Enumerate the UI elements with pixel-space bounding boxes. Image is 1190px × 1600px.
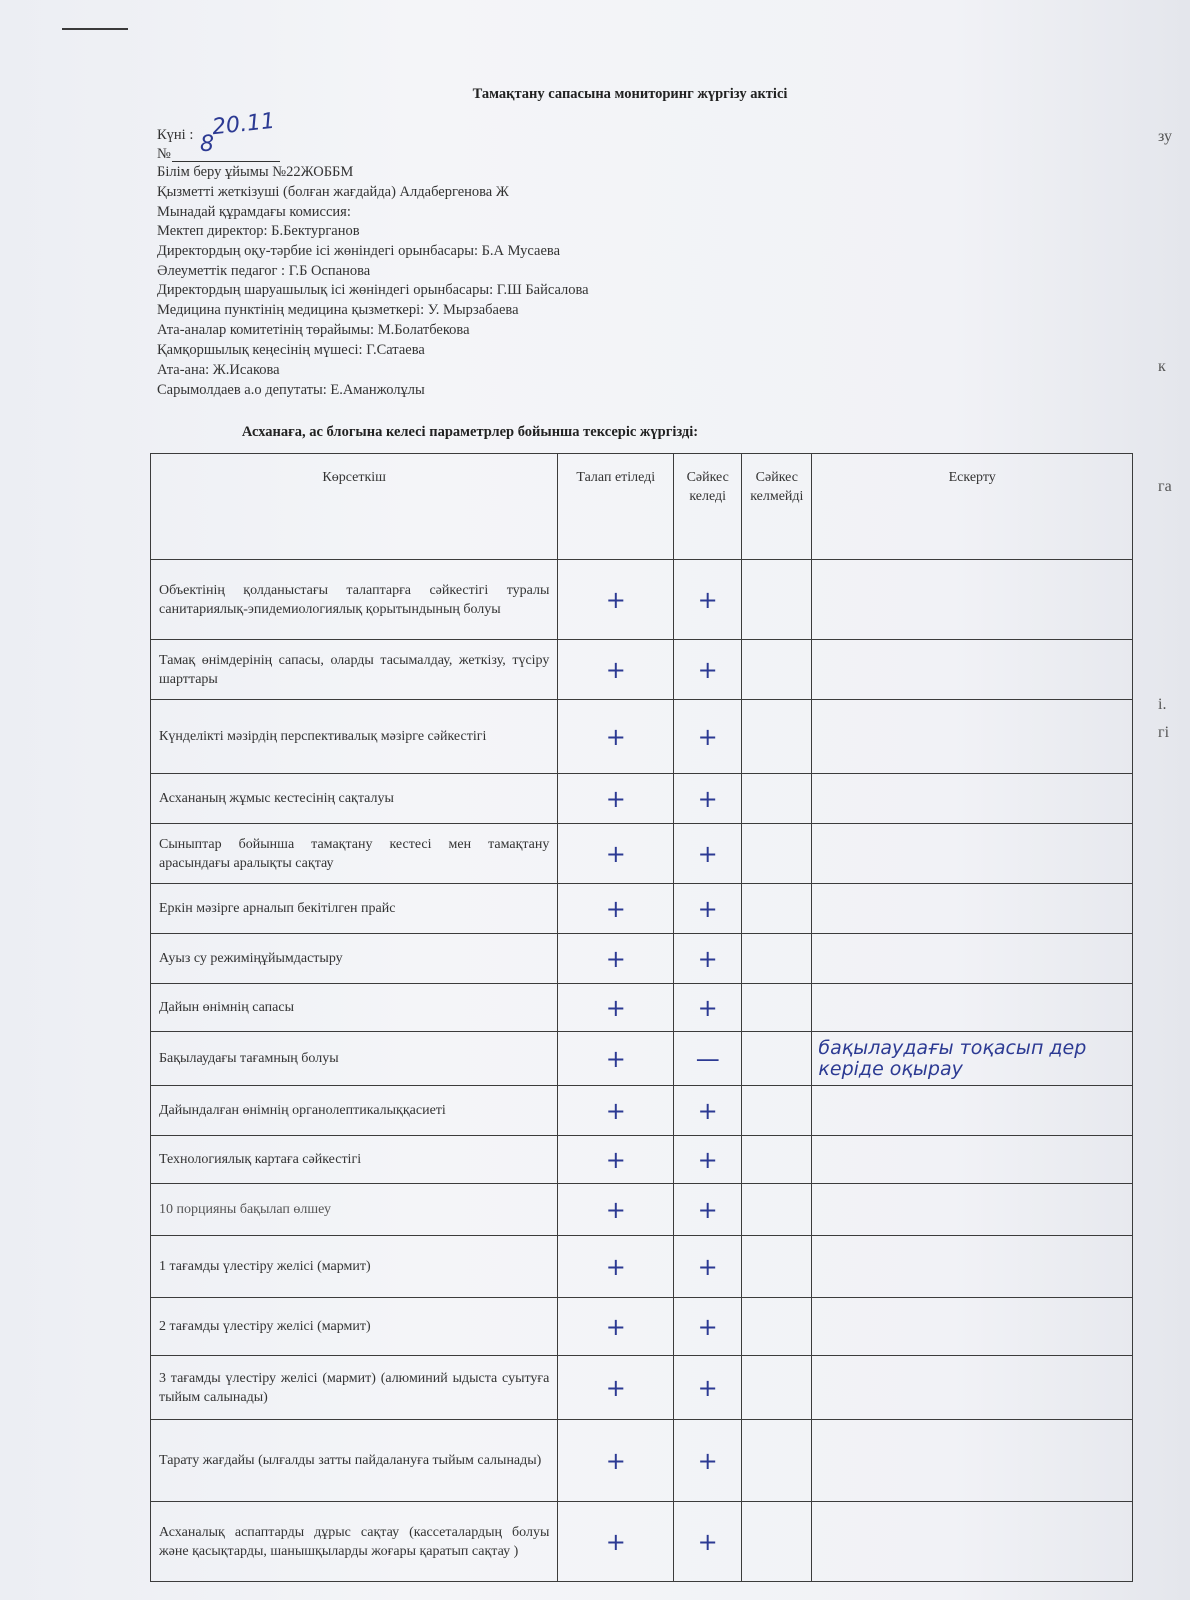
table-row: [151, 774, 1133, 824]
edge-fragment: і.: [1158, 696, 1167, 713]
compliant-mark: +: [674, 1136, 742, 1184]
note-cell: [812, 1356, 1133, 1420]
required-mark: +: [558, 1032, 674, 1086]
noncompliant-mark: [742, 984, 812, 1032]
compliant-mark: +: [674, 560, 742, 640]
noncompliant-mark: [742, 1502, 812, 1582]
indicator-cell: Ауыз су режиміңұйымдастыру: [151, 934, 558, 984]
noncompliant-mark: [742, 1236, 812, 1298]
table-row: [151, 1356, 1133, 1420]
indicator-cell: Технологиялық картаға сәйкестігі: [151, 1136, 558, 1184]
required-mark: +: [558, 1236, 674, 1298]
note-cell: [812, 884, 1133, 934]
compliant-mark: +: [674, 640, 742, 700]
indicator-cell: Асхананың жұмыс кестесінің сақталуы: [151, 774, 558, 824]
note-handwritten: бақылаудағы тоқасып дер керіде оқырау: [812, 1032, 1133, 1086]
noncompliant-mark: [742, 1420, 812, 1502]
noncompliant-mark: [742, 1032, 812, 1086]
noncompliant-mark: [742, 1184, 812, 1236]
header-line: Қамқоршылық кеңесінің мүшесі: Г.Сатаева: [157, 342, 425, 358]
required-mark: +: [558, 1420, 674, 1502]
required-mark: +: [558, 1356, 674, 1420]
note-cell: [812, 1502, 1133, 1582]
noncompliant-mark: [742, 774, 812, 824]
indicator-cell: Дайын өнімнің сапасы: [151, 984, 558, 1032]
note-cell: [812, 934, 1133, 984]
table-row: [151, 1236, 1133, 1298]
date-label: Күні :: [157, 127, 194, 143]
compliant-mark: +: [674, 884, 742, 934]
noncompliant-mark: [742, 884, 812, 934]
table-row: [151, 1298, 1133, 1356]
table-row: [151, 640, 1133, 700]
indicator-cell: Тамақ өнімдерінің сапасы, оларды тасымалдау, жеткізу, түсіру шарттары: [151, 640, 558, 700]
required-mark: +: [558, 774, 674, 824]
required-mark: +: [558, 640, 674, 700]
edge-fragment: гі: [1158, 724, 1170, 741]
note-cell: [812, 774, 1133, 824]
table-row: [151, 884, 1133, 934]
noncompliant-mark: [742, 824, 812, 884]
indicator-cell: Тарату жағдайы (ылғалды затты пайдалануға тыйым салынады): [151, 1420, 558, 1502]
indicator-cell: Объектінің қолданыстағы талаптарға сәйкестігі туралы санитариялық-эпидемиологиялық қорытындының болуы: [151, 560, 558, 640]
inspection-table: [150, 453, 1133, 1582]
header-line: Мектеп директор: Б.Бектурганов: [157, 223, 360, 239]
table-header-row: [151, 454, 1133, 560]
document-title: Тамақтану сапасына мониторинг жүргізу актісі: [472, 86, 788, 102]
compliant-mark: +: [674, 700, 742, 774]
note-cell: [812, 1420, 1133, 1502]
header-indicator: Көрсеткіш: [151, 454, 558, 560]
header-line: Директордың оқу-тәрбие ісі жөніндегі орынбасары: Б.А Мусаева: [157, 243, 561, 259]
note-cell: [812, 1086, 1133, 1136]
required-mark: +: [558, 884, 674, 934]
note-cell: [812, 1136, 1133, 1184]
header-note: Ескерту: [812, 454, 1133, 560]
table-row: [151, 1136, 1133, 1184]
header-line: Директордың шаруашылық ісі жөніндегі орынбасары: Г.Ш Байсалова: [157, 282, 589, 298]
table-row: [151, 1420, 1133, 1502]
table-row: [151, 700, 1133, 774]
indicator-cell: Сыныптар бойынша тамақтану кестесі мен тамақтану арасындағы аралықты сақтау: [151, 824, 558, 884]
compliant-mark: +: [674, 1086, 742, 1136]
table-row: [151, 984, 1133, 1032]
note-cell: [812, 1298, 1133, 1356]
top-rule: [62, 28, 128, 30]
header-noncompliant: Сәйкес келмейді: [742, 454, 812, 560]
compliant-mark: +: [674, 824, 742, 884]
note-cell: [812, 640, 1133, 700]
compliant-mark: +: [674, 1236, 742, 1298]
header-line: Әлеуметтік педагог : Г.Б Оспанова: [157, 263, 371, 279]
indicator-cell: 1 тағамды үлестіру желісі (мармит): [151, 1236, 558, 1298]
compliant-mark: +: [674, 1184, 742, 1236]
noncompliant-mark: [742, 1136, 812, 1184]
compliant-mark: +: [674, 774, 742, 824]
noncompliant-mark: [742, 934, 812, 984]
required-mark: +: [558, 1184, 674, 1236]
note-cell: [812, 824, 1133, 884]
header-line: Қызметті жеткізуші (болған жағдайда) Алдабергенова Ж: [157, 184, 509, 200]
required-mark: +: [558, 700, 674, 774]
table-row: [151, 1086, 1133, 1136]
section-title: Асханаға, ас блогына келесі параметрлер бойынша тексеріс жүргізді:: [241, 424, 699, 440]
noncompliant-mark: [742, 1086, 812, 1136]
indicator-cell: 3 тағамды үлестіру желісі (мармит) (алюминий ыдыста суытуға тыйым салынады): [151, 1356, 558, 1420]
compliant-mark: +: [674, 1420, 742, 1502]
compliant-mark: +: [674, 1356, 742, 1420]
header-line: Сарымолдаев а.о депутаты: Е.Аманжолұлы: [157, 382, 425, 398]
indicator-cell: 10 порцияны бақылап өлшеу: [151, 1184, 558, 1236]
table-row: [151, 1032, 1133, 1086]
indicator-cell: Күнделікті мәзірдің перспективалық мәзірге сәйкестігі: [151, 700, 558, 774]
number-label: №: [157, 146, 171, 162]
noncompliant-mark: [742, 700, 812, 774]
table-row: [151, 1502, 1133, 1582]
required-mark: +: [558, 1298, 674, 1356]
table-row: [151, 560, 1133, 640]
indicator-cell: 2 тағамды үлестіру желісі (мармит): [151, 1298, 558, 1356]
edge-fragment: зу: [1158, 128, 1172, 145]
note-cell: [812, 1236, 1133, 1298]
header-line: Ата-ана: Ж.Исакова: [157, 362, 280, 378]
note-cell: [812, 560, 1133, 640]
note-cell: [812, 700, 1133, 774]
table-row: [151, 824, 1133, 884]
edge-fragment: га: [1158, 478, 1172, 495]
noncompliant-mark: [742, 640, 812, 700]
note-cell: [812, 984, 1133, 1032]
compliant-mark: +: [674, 934, 742, 984]
table-row: [151, 1184, 1133, 1236]
noncompliant-mark: [742, 1298, 812, 1356]
required-mark: +: [558, 984, 674, 1032]
header-line: Ата-аналар комитетінің төрайымы: М.Болатбекова: [157, 322, 470, 338]
edge-fragment: к: [1158, 358, 1166, 375]
required-mark: +: [558, 1136, 674, 1184]
indicator-cell: Еркін мәзірге арналып бекітілген прайс: [151, 884, 558, 934]
required-mark: +: [558, 934, 674, 984]
indicator-cell: Бақылаудағы тағамның болуы: [151, 1032, 558, 1086]
required-mark: +: [558, 1086, 674, 1136]
header-required: Талап етіледі: [558, 454, 674, 560]
noncompliant-mark: [742, 1356, 812, 1420]
date-handwritten: 20.11: [210, 108, 277, 141]
header-line: Білім беру ұйымы №22ЖОББМ: [157, 164, 354, 180]
header-line: Медицина пунктінің медицина қызметкері: У. Мырзабаева: [157, 302, 519, 318]
indicator-cell: Асханалық аспаптарды дұрыс сақтау (кассеталардың болуы және қасықтарды, шанышқыларды жоғары қаратып сақтау ): [151, 1502, 558, 1582]
header-line: Мынадай құрамдағы комиссия:: [157, 204, 351, 220]
compliant-mark: +: [674, 1502, 742, 1582]
indicator-cell: Дайындалған өнімнің органолептикалыққасиеті: [151, 1086, 558, 1136]
required-mark: +: [558, 560, 674, 640]
compliant-mark: —: [674, 1032, 742, 1086]
noncompliant-mark: [742, 560, 812, 640]
table-row: [151, 934, 1133, 984]
required-mark: +: [558, 1502, 674, 1582]
required-mark: +: [558, 824, 674, 884]
number-handwritten: 8: [200, 132, 214, 157]
number-underline: [172, 161, 280, 162]
compliant-mark: +: [674, 984, 742, 1032]
header-compliant: Сәйкес келеді: [674, 454, 742, 560]
note-cell: [812, 1184, 1133, 1236]
compliant-mark: +: [674, 1298, 742, 1356]
